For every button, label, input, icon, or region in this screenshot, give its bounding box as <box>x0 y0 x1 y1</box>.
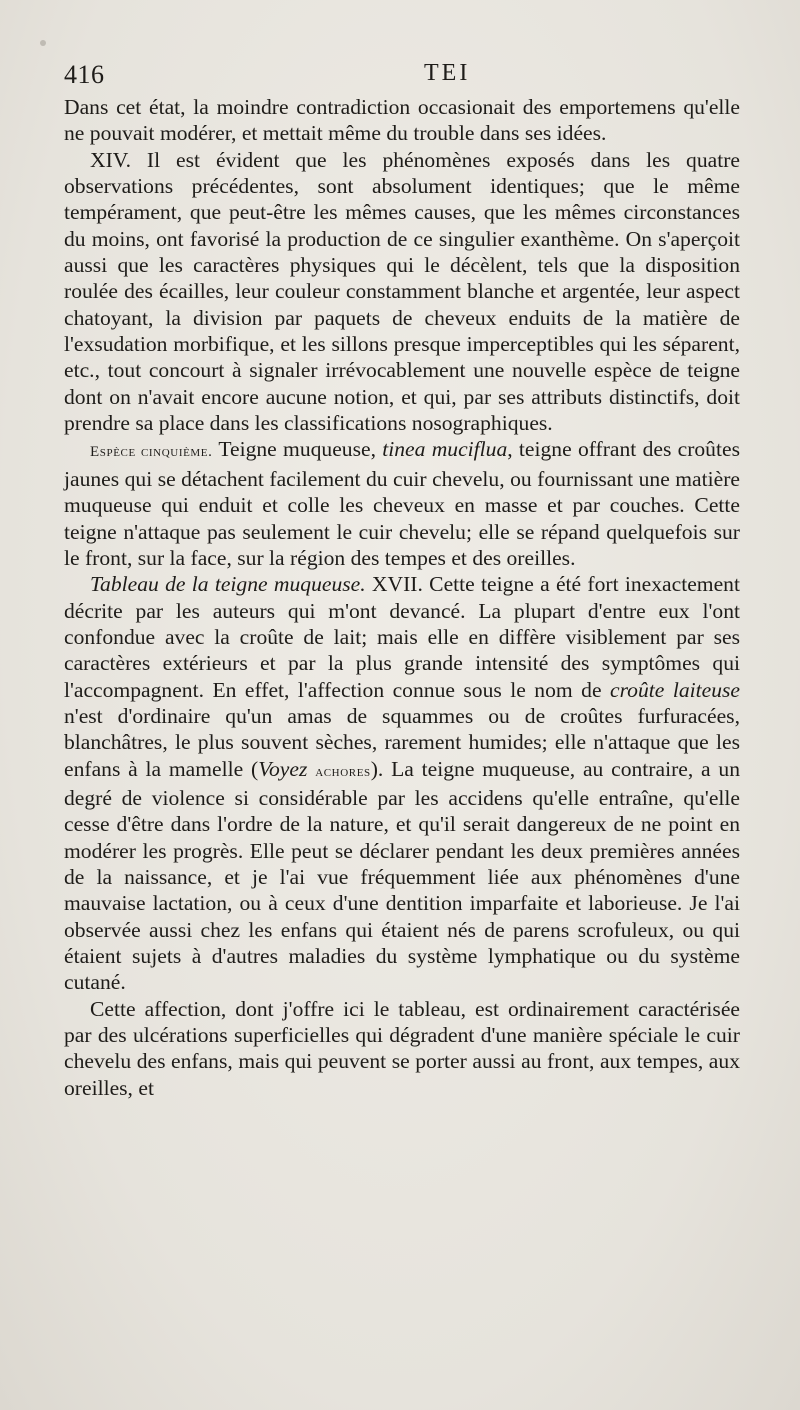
running-head: TEI <box>424 60 471 86</box>
paragraph-3-text-a: Teigne muqueuse, <box>212 437 383 462</box>
paragraph-3-text-b: , teigne offrant des croûtes jaunes qui se détachent facilement du cuir chevelu, ou fournissant une matière muqueuse qui enduit et colle les cheveux en masse et par couches. Cette teigne n'attaque pas seulement le cuir chevelu; elle se répand quelquefois sur le front, sur la face, sur la région des tempes et des oreilles. <box>64 437 740 570</box>
paragraph-2: XIV. Il est évident que les phénomènes exposés dans les quatre observations précédentes, sont absolument identiques; que le même tempérament, que peut-être les mêmes causes, que les mêmes circonstances du moins, ont favorisé la production de ce singulier exanthème. On s'aperçoit aussi que les caractères physiques qui le décèlent, tels que la disposition roulée des écailles, leur couleur constamment blanche et argentée, leur aspect chatoyant, la division par paquets de cheveux enduits de la matière de l'exsudation morbifique, et les sillons presque imperceptibles qui les séparent, etc., tout concourt à signaler irrévocablement une nouvelle espèce de teigne dont on n'avait encore aucune notion, et qui, par ses attributs distinctifs, doit prendre sa place dans les classifications nosographiques. <box>64 147 740 436</box>
paragraph-5: Cette affection, dont j'offre ici le tableau, est ordinairement caractérisée par des ulcérations superficielles qui dégradent d'une manière spéciale le cuir chevelu des enfans, mais qui peuvent se porter aussi au front, aux tempes, aux oreilles, et <box>64 996 740 1100</box>
page-number: 416 <box>64 60 105 89</box>
paragraph-1: Dans cet état, la moindre contradiction occasionait des emportemens qu'elle ne pouvait modérer, et mettait même du trouble dans ses idées. <box>64 95 740 146</box>
body-text <box>64 94 740 1101</box>
paper-blemish <box>40 40 46 46</box>
latin-name: tinea muciflua <box>382 437 508 462</box>
section-heading: Tableau de la teigne muqueuse. <box>90 572 366 597</box>
paragraph-3 <box>64 436 740 571</box>
paragraph-4-text-c: ). La teigne muqueuse, au contraire, a un degré de violence si considérable par les accidens qu'elle entraîne, qu'elle cesse d'être dans l'ordre de la nature, et qu'il serait dangereux de ne point en modérer les progrès. Elle peut se déclarer pendant les deux premières années de la naissance, et je l'ai vue fréquemment liée aux phénomènes d'une mauvaise lactation, ou à ceux d'une dentition imparfaite et laborieuse. Je l'ai observée aussi chez les enfans qui étaient nés de parens scrofuleux, ou qui étaient sujets à d'autres maladies du système lymphatique ou du système cutané. <box>64 756 741 995</box>
species-label: Espèce cinquième. <box>90 444 213 461</box>
page-header <box>64 60 740 94</box>
cross-reference: achores <box>315 763 371 780</box>
paragraph-4 <box>64 571 740 996</box>
voyez-reference: Voyez <box>258 756 308 781</box>
paragraph-4-text-a: XVII. Cette teigne a été fort inexactement décrite par les auteurs qui m'ont devancé. La plupart d'entre eux l'ont confondue avec la croûte de lait; mais elle en diffère visiblement par ses caractères extérieurs et par la plus grande intensité des symptômes qui l'accompagnent. En effet, l'affection connue sous le nom de <box>64 572 740 702</box>
paragraph-4-text-b: n'est d'ordinaire qu'un amas de squammes ou de croûtes furfuracées, blanchâtres, le plus souvent sèches, rarement humides; elle n'attaque que les enfans à la mamelle ( <box>64 703 740 781</box>
term-croute-laiteuse: croûte laiteuse <box>610 677 740 702</box>
